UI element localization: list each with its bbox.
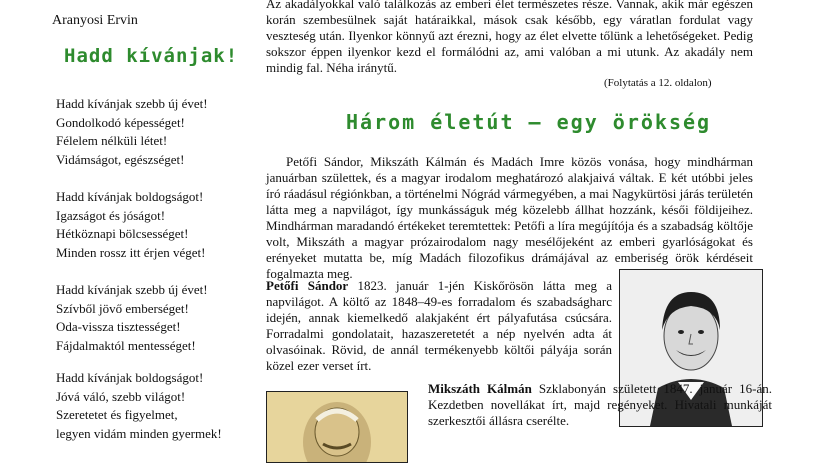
poem-line: Félelem nélküli létet!	[56, 133, 168, 149]
article-title: Három életút – egy örökség	[346, 110, 712, 134]
mikszath-portrait	[266, 391, 408, 463]
poem-author: Aranyosi Ervin	[52, 13, 138, 28]
mikszath-text: Szklabonyán született 1847. január 16-án. Kezdetben novellákat írt, majd regényeket. Hivatali munkáját szerkesztői állásra cserélte.	[428, 381, 772, 428]
petofi-text: 1823. január 1-jén Kiskőrösön látta meg a napvilágot. A költő az 1848–49-es forradalom és szabadságharc idején, annak kiemelkedő alakjaként ért pályafutása csúcsára. Forradalmi gondolatait, hazaszeretetét a nép nyelvén adta át olvasóinak. Rövid, de annál termékenyebb költői pályája során közel ezer verset írt.	[266, 278, 612, 373]
poem-line: Fájdalmaktól mentességet!	[56, 337, 196, 353]
poem-line: Hadd kívánjak szebb új évet!	[56, 282, 208, 297]
poem-line: legyen vidám minden gyermek!	[56, 425, 222, 441]
poem-stanza-1	[56, 95, 246, 169]
poem-line: Gondolkodó képességet!	[56, 114, 185, 130]
mikszath-paragraph	[428, 381, 772, 429]
poem-line: Szeretetet és figyelmet,	[56, 407, 178, 423]
continued-note: (Folytatás a 12. oldalon)	[604, 77, 712, 89]
poem-line: Igazságot és jóságot!	[56, 207, 166, 223]
poem-title: Hadd kívánjak!	[64, 45, 239, 67]
poem-line: Minden rossz itt érjen véget!	[56, 244, 206, 260]
poem-line: Hadd kívánjak boldogságot!	[56, 370, 204, 385]
poem-line: Hadd kívánjak szebb új évet!	[56, 96, 208, 111]
petofi-paragraph	[266, 278, 612, 374]
article-paragraph-intro: Petőfi Sándor, Mikszáth Kálmán és Madách Imre közös vonása, hogy mindhárman januárban születtek, és a magyar irodalom meghatározó alakjaivá váltak. E két utóbbi jeles író ráadásul régiónkban, a történelmi Nógrád vármegyében, a mai Nagykürtösi járás területén látta meg a napvilágot, így munkásságuk még közelebb állhat hozzánk, késői földijeihez. Mindhárman maradandó értékeket teremtettek: Petőfi a líra megújítója és a szabadság költője volt, Mikszáth a magyar prózairodalom nagy mesélőjeként az emberi gyarlóságokat és erényeket mutatta be, míg Madách filozofikus drámájával az emberiség örök kérdéseit fogalmazta meg.	[266, 154, 753, 281]
poem-line: Hadd kívánjak boldogságot!	[56, 189, 204, 204]
poem-line: Oda-vissza tisztességet!	[56, 319, 181, 335]
poem-stanza-3	[56, 281, 246, 355]
petofi-name: Petőfi Sándor	[266, 278, 349, 293]
poem-line: Vidámságot, egészséget!	[56, 151, 185, 167]
poem-line: Hétköznapi bölcsességet!	[56, 226, 189, 242]
intro-paragraph: Az akadályokkal való találkozás az emberi élet természetes része. Vannak, akik már egészen korán szembesülnek saját határaikkal, mások csak később, egy váratlan fordulat vagy veszteség után. Ilyenkor könnyű azt érezni, hogy az élet elvette tőlünk a lehetőségeket. Pedig sokszor éppen ilyenkor kezd el formálódni az, ami valóban a mi utunk. Az akadály nem mindig fal. Néha iránytű.	[266, 0, 753, 75]
poem-line: Szívből jövő emberséget!	[56, 300, 189, 316]
mikszath-name: Mikszáth Kálmán	[428, 381, 532, 396]
poem-stanza-2	[56, 188, 246, 262]
poem-stanza-4	[56, 369, 246, 443]
poem-line: Jóvá váló, szebb világot!	[56, 388, 186, 404]
